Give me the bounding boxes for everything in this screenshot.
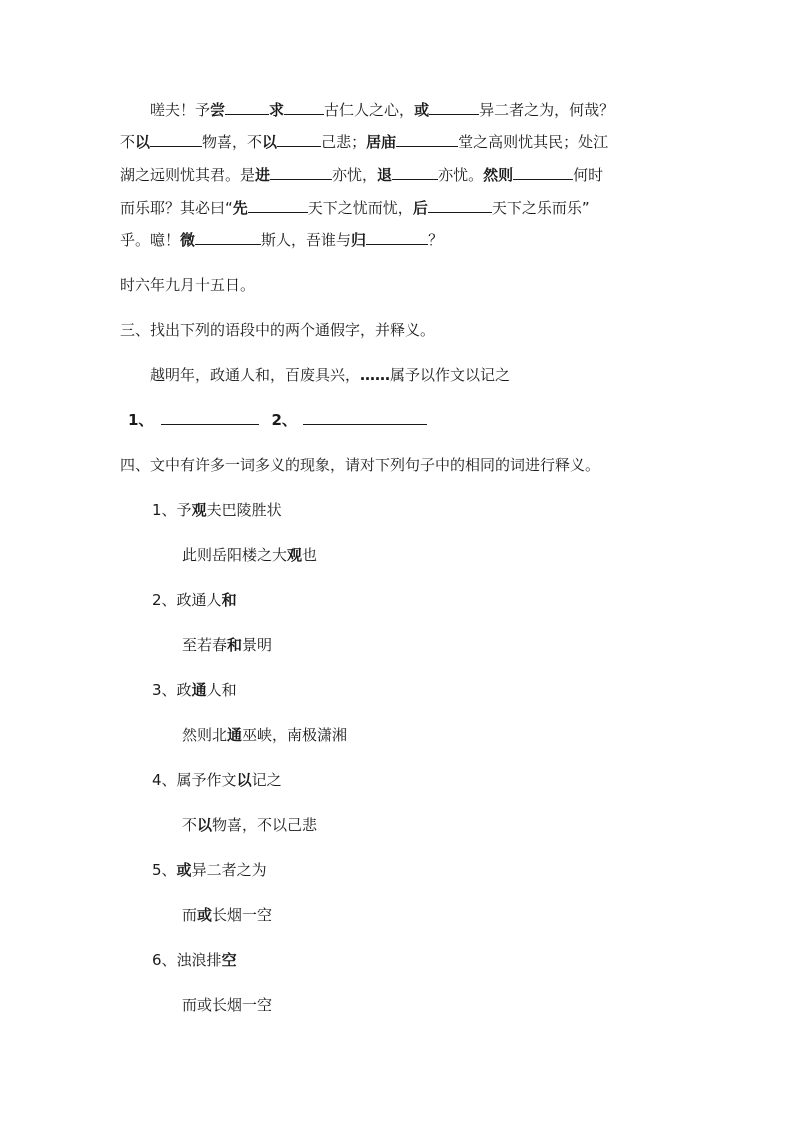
- section-3-heading: 三、找出下列的语段中的两个通假字，并释义。: [120, 321, 436, 339]
- passage-text: 嗟夫！予: [150, 101, 211, 119]
- item-5-sentence-a: [152, 858, 267, 882]
- sentence-text: 予: [176, 501, 192, 519]
- keyword: 居庙: [366, 133, 397, 151]
- sentence-text: 不: [182, 816, 198, 834]
- answer-blank[interactable]: [392, 164, 438, 180]
- sentence-text: 人和: [206, 681, 237, 699]
- item-2-sentence-a: [152, 588, 237, 612]
- answer-blank-1[interactable]: [161, 409, 259, 425]
- sentence-text: 然则北: [182, 726, 228, 744]
- key-word: 通: [191, 681, 207, 699]
- keyword: 退: [377, 166, 393, 184]
- passage-text: 何时: [573, 166, 604, 184]
- sentence-text: 记之: [251, 771, 282, 789]
- answer-blank[interactable]: [428, 197, 492, 213]
- passage-text: 天下之乐而乐”: [491, 199, 590, 217]
- passage-line-3: [120, 163, 603, 187]
- answer-blank[interactable]: [225, 99, 269, 115]
- date-line: 时六年九月十五日。: [120, 276, 256, 294]
- item-number: 6、: [152, 951, 177, 969]
- passage-text: 己悲；: [321, 133, 367, 151]
- section-3-answers: [128, 408, 427, 432]
- sentence-text: 夫巴陵胜状: [206, 501, 282, 519]
- passage-line-4: [120, 196, 590, 220]
- sentence-text: 异二者之为: [191, 861, 267, 879]
- key-word: 和: [221, 591, 237, 609]
- sentence-text: 物喜，不以己悲: [212, 816, 318, 834]
- keyword: 尝: [210, 101, 226, 119]
- answer-number-1: 1、: [128, 411, 154, 429]
- answer-number-2: 2、: [271, 411, 297, 429]
- keyword: 后: [412, 199, 428, 217]
- item-3-sentence-b: [182, 723, 347, 747]
- passage-line-1: [150, 98, 614, 122]
- sentence-text: 此则岳阳楼之大: [182, 546, 288, 564]
- answer-blank[interactable]: [513, 164, 573, 180]
- item-number: 3、: [152, 681, 177, 699]
- passage-text: 堂之高则忧其民；处江: [458, 133, 609, 151]
- answer-blank[interactable]: [248, 197, 308, 213]
- sentence-text: 也: [302, 546, 318, 564]
- item-1-sentence-a: [152, 498, 282, 522]
- key-word: 观: [191, 501, 207, 519]
- passage-text: 天下之忧而忧，: [307, 199, 413, 217]
- answer-blank[interactable]: [150, 131, 202, 147]
- passage-text: 而乐耶？其必曰“: [120, 199, 233, 217]
- keyword: 以: [262, 133, 278, 151]
- item-number: 2、: [152, 591, 177, 609]
- key-word: 或: [197, 906, 213, 924]
- passage-text: 不: [120, 133, 136, 151]
- item-3-sentence-a: [152, 678, 237, 702]
- item-number: 4、: [152, 771, 177, 789]
- item-4-sentence-a: [152, 768, 282, 792]
- passage-text: ？: [428, 231, 444, 249]
- item-number: 5、: [152, 861, 177, 879]
- passage-text: 乎。噫！: [120, 231, 181, 249]
- answer-blank[interactable]: [396, 131, 458, 147]
- item-1-sentence-b: [182, 543, 317, 567]
- keyword: 求: [269, 101, 285, 119]
- answer-blank[interactable]: [277, 131, 321, 147]
- key-word: 和: [227, 636, 243, 654]
- item-5-sentence-b: [182, 903, 272, 927]
- passage-line-2: [120, 130, 608, 154]
- key-word: 通: [227, 726, 243, 744]
- key-word: 观: [287, 546, 303, 564]
- passage-text: 异二者之为，何哉？: [479, 101, 615, 119]
- passage-text: 古仁人之心，: [324, 101, 415, 119]
- keyword: 或: [414, 101, 430, 119]
- answer-blank-2[interactable]: [303, 409, 427, 425]
- item-6-sentence-a: [152, 948, 237, 972]
- item-number: 1、: [152, 501, 177, 519]
- sentence-text: 而: [182, 906, 198, 924]
- answer-blank[interactable]: [270, 164, 332, 180]
- item-4-sentence-b: [182, 813, 317, 837]
- passage-text: 物喜，不: [202, 133, 263, 151]
- key-word: 以: [236, 771, 252, 789]
- passage-text: 湖之远则忧其君。是: [120, 166, 256, 184]
- sentence-text: 政通人: [176, 591, 222, 609]
- passage-text: 亦忧，: [332, 166, 378, 184]
- sentence-text: 至若春: [182, 636, 228, 654]
- quote-text: 属予以作文以记之: [390, 366, 511, 384]
- sentence-text: 属予作文: [176, 771, 237, 789]
- keyword: 归: [351, 231, 367, 249]
- keyword: 微: [180, 231, 196, 249]
- item-2-sentence-b: [182, 633, 272, 657]
- sentence-text: 景明: [242, 636, 273, 654]
- keyword: 先: [232, 199, 248, 217]
- section-4-heading: 四、文中有许多一词多义的现象，请对下列句子中的相同的词进行释义。: [120, 456, 601, 474]
- answer-blank[interactable]: [366, 229, 428, 245]
- sentence-text: 巫峡，南极潇湘: [242, 726, 348, 744]
- passage-line-5: [120, 228, 443, 252]
- sentence-text: 长烟一空: [212, 906, 273, 924]
- item-6-sentence-b: [182, 993, 272, 1017]
- keyword: 然则: [483, 166, 514, 184]
- ellipsis: ……: [360, 366, 391, 384]
- key-word: 以: [197, 816, 213, 834]
- sentence-text: 浊浪排: [176, 951, 222, 969]
- sentence-text: 而或长烟一空: [182, 996, 273, 1014]
- passage-text: 亦忧。: [438, 166, 484, 184]
- answer-blank[interactable]: [429, 99, 479, 115]
- keyword: 进: [255, 166, 271, 184]
- key-word: 空: [221, 951, 237, 969]
- answer-blank[interactable]: [195, 229, 261, 245]
- sentence-text: 政: [176, 681, 192, 699]
- key-word: 或: [176, 861, 192, 879]
- section-3-quote: [150, 363, 510, 387]
- answer-blank[interactable]: [284, 99, 324, 115]
- quote-text: 越明年，政通人和，百废具兴，: [150, 366, 361, 384]
- keyword: 以: [135, 133, 151, 151]
- passage-text: 斯人，吾谁与: [261, 231, 352, 249]
